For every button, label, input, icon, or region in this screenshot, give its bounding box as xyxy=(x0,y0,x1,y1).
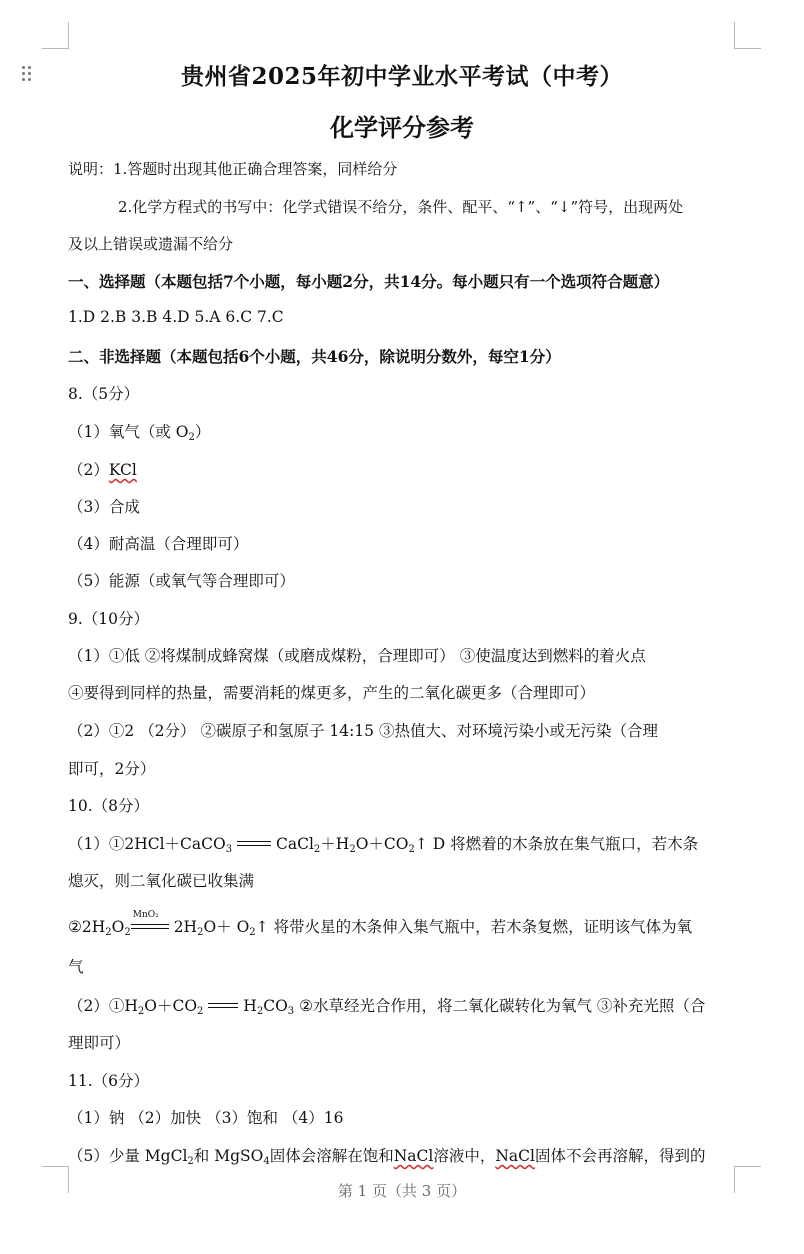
section-heading-choice: 一、选择题（本题包括7个小题，每小题2分，共14分。每小题只有一个选项符合题意） xyxy=(68,272,670,291)
page-title: 贵州省2025年初中学业水平考试（中考） xyxy=(180,63,623,90)
page-number-footer: 第 1 页（共 3 页） xyxy=(337,1182,467,1200)
equals-sign-icon xyxy=(237,840,271,850)
q10-equation-3: $(2)①H_2O+CO_2$ $H_2CO_3$ ②水草经光合作用，将二氧化碳转化为氧气 ③补充光照（合 xyxy=(68,997,706,1017)
q10-heading: 10.（8分） xyxy=(68,797,150,815)
corner-mark-top-right xyxy=(734,22,761,49)
q9-answer-1b: ④要得到同样的热量，需要消耗的煤更多，产生的二氧化碳更多（合理即可） xyxy=(68,684,596,702)
q8-answer-2: （2）KCl xyxy=(68,461,137,479)
q10-line-6: 理即可） xyxy=(68,1034,131,1052)
q11-answers-1-4: （1）钠 （2）加快 （3）饱和 （4）16 xyxy=(68,1109,344,1127)
note-2b: 及以上错误或遗漏不给分 xyxy=(68,235,234,253)
note-1: 说明：1.答题时出现其他正确合理答案，同样给分 xyxy=(68,160,398,178)
q10-line-4: 气 xyxy=(68,958,84,976)
q10-equation-2: $②2H_2O_2$ MnO₂ $2H_2O+$ $O_2↑$ 将带火星的木条伸入集气瓶中，若木条复燃，证明该气体为氧 xyxy=(68,910,693,938)
page-subtitle: 化学评分参考 xyxy=(330,113,474,142)
q9-heading: 9.（10分） xyxy=(68,610,150,628)
equals-sign-icon xyxy=(208,1002,238,1012)
q10-equation-1: （1）①2HCl＋CaCO$_3$ $CaCl_2+H_2O+CO_2↑$ D 将燃着的木条放在集气瓶口，若木条 xyxy=(68,835,699,855)
note-2a: 2.化学方程式的书写中：化学式错误不给分，条件、配平、“↑”、“↓”符号，出现两处 xyxy=(118,198,684,216)
q11-heading: 11.（6分） xyxy=(68,1072,150,1090)
q8-answer-3: （3）合成 xyxy=(68,498,140,516)
q9-answer-2a: （2）①2 （2分） ②碳原子和氢原子 14:15 ③热值大、对环境污染小或无污染（合理 xyxy=(68,722,658,740)
q10-line-2: 熄灭，则二氧化碳已收集满 xyxy=(68,872,255,890)
q8-heading: 8.（5分） xyxy=(68,385,140,403)
catalyst-equals-icon: MnO₂ xyxy=(131,923,169,933)
q11-answer-5: （5）少量 MgCl$_2$和 MgSO$_4$固体会溶解在饱和NaCl溶液中，NaCl固体不会再溶解，得到的 xyxy=(68,1147,706,1167)
q9-answer-2b: 即可，2分） xyxy=(68,760,156,778)
section-heading-nonchoice: 二、非选择题（本题包括6个小题，共46分，除说明分数外，每空1分） xyxy=(68,347,561,366)
q9-answer-1a: （1）①低 ②将煤制成蜂窝煤（或磨成煤粉，合理即可） ③使温度达到燃料的着火点 xyxy=(68,647,646,665)
q8-answer-4: （4）耐高温（合理即可） xyxy=(68,535,249,553)
corner-mark-top-left xyxy=(42,22,69,49)
choice-answers: 1.D 2.B 3.B 4.D 5.A 6.C 7.C xyxy=(68,308,284,326)
q8-answer-1: （1）氧气（或 $O_2$） xyxy=(68,423,211,443)
q8-answer-5: （5）能源（或氧气等合理即可） xyxy=(68,572,295,590)
